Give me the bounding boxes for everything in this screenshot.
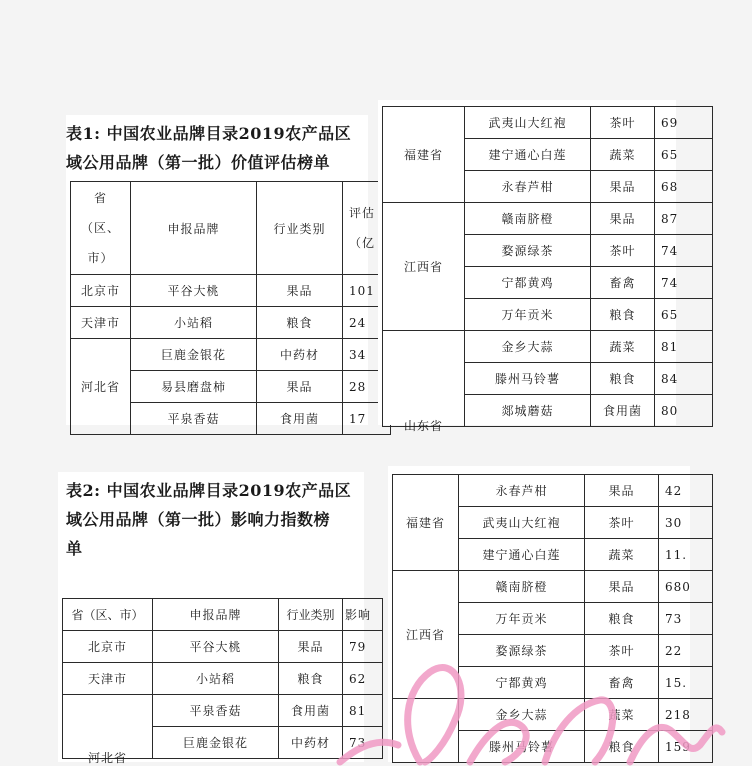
cell-value: 68 [655, 171, 713, 203]
cell-value: 159 [659, 731, 713, 763]
cell-prov [383, 331, 465, 433]
cell-prov: 天津市 [71, 307, 131, 339]
cell-category: 畜禽 [585, 667, 659, 699]
cell-brand: 滕州马铃薯 [459, 731, 585, 763]
cell-brand: 易县磨盘柿 [131, 371, 257, 403]
cell-brand: 宁都黄鸡 [465, 267, 591, 299]
cell-brand: 郯城蘑菇 [465, 395, 591, 427]
cell-value: 65 [655, 139, 713, 171]
cell-brand: 赣南脐橙 [459, 571, 585, 603]
cell-category: 果品 [585, 571, 659, 603]
cell-prov: 河北省 [71, 339, 131, 435]
cell-category: 果品 [591, 203, 655, 235]
cell-category: 粮食 [585, 731, 659, 763]
cell-category: 粮食 [257, 307, 343, 339]
cell-category: 果品 [585, 475, 659, 507]
cell-prov [393, 699, 459, 763]
cell-brand: 巨鹿金银花 [153, 727, 279, 759]
cell-prov: 江西省 [393, 571, 459, 699]
cell-prov: 福建省 [393, 475, 459, 571]
cell-brand: 婺源绿茶 [465, 235, 591, 267]
cell-category: 畜禽 [591, 267, 655, 299]
table2-snippet [58, 472, 372, 765]
cell-category: 食用菌 [257, 403, 343, 435]
table-row [383, 331, 713, 363]
cell-value: 73 [659, 603, 713, 635]
cell-category: 粮食 [585, 603, 659, 635]
header-brand: 申报品牌 [153, 599, 279, 631]
cell-brand: 平谷大桃 [131, 275, 257, 307]
table-row [63, 695, 383, 727]
cell-prov [63, 695, 153, 765]
table2 [62, 598, 383, 765]
table2-continued-snippet [388, 466, 690, 762]
cell-category: 食用菌 [591, 395, 655, 427]
cell-prov-label: 河北省 [87, 751, 127, 765]
cell-brand: 小站稻 [131, 307, 257, 339]
cell-value: 62 [343, 663, 383, 695]
cell-category: 果品 [257, 371, 343, 403]
header-prov-1: 省 [93, 191, 107, 205]
cell-brand: 巨鹿金银花 [131, 339, 257, 371]
cell-value: 80 [655, 395, 713, 427]
table-row [383, 203, 713, 235]
table-row [63, 631, 383, 663]
table2-title-line2: 域公用品牌（第一批）影响力指数榜 [66, 510, 331, 529]
table-row [71, 307, 391, 339]
cell-category: 粮食 [591, 363, 655, 395]
table-header-row [63, 599, 383, 631]
cell-category: 中药材 [279, 727, 343, 759]
cell-value: 81 [655, 331, 713, 363]
header-prov-2: （区、 [80, 221, 120, 235]
header-value: 影响 [343, 599, 383, 631]
cell-category: 蔬菜 [585, 539, 659, 571]
cell-brand: 武夷山大红袍 [465, 107, 591, 139]
cell-value: 81 [343, 695, 383, 727]
cell-value: 73 [343, 727, 383, 759]
cell-category: 粮食 [591, 299, 655, 331]
cell-value: 101 [343, 275, 391, 307]
cell-prov: 福建省 [383, 107, 465, 203]
cell-category: 茶叶 [591, 235, 655, 267]
cell-brand: 金乡大蒜 [459, 699, 585, 731]
cell-category: 茶叶 [591, 107, 655, 139]
table-row [71, 275, 391, 307]
cell-brand: 武夷山大红袍 [459, 507, 585, 539]
table1-title-line1: 表1: 中国农业品牌目录2019农产品区 [66, 124, 352, 143]
cell-brand: 建宁通心白莲 [459, 539, 585, 571]
cell-brand: 金乡大蒜 [465, 331, 591, 363]
table2-continued [392, 474, 713, 763]
table-row [393, 699, 713, 731]
table-row [63, 663, 383, 695]
table2-title-line1: 表2: 中国农业品牌目录2019农产品区 [66, 481, 352, 500]
cell-category: 果品 [279, 631, 343, 663]
table1-continued [382, 106, 713, 433]
cell-value: 218 [659, 699, 713, 731]
cell-brand: 小站稻 [153, 663, 279, 695]
cell-brand: 滕州马铃薯 [465, 363, 591, 395]
cell-brand: 平泉香菇 [153, 695, 279, 727]
cell-value: 87 [655, 203, 713, 235]
cell-prov: 江西省 [383, 203, 465, 331]
header-category: 行业类别 [257, 182, 343, 275]
cell-brand: 平谷大桃 [153, 631, 279, 663]
cell-prov: 北京市 [63, 631, 153, 663]
cell-value: 74 [655, 235, 713, 267]
cell-value: 42 [659, 475, 713, 507]
cell-value: 11. [659, 539, 713, 571]
cell-category: 粮食 [279, 663, 343, 695]
table1-title-line2: 域公用品牌（第一批）价值评估榜单 [66, 153, 331, 172]
cell-category: 茶叶 [585, 635, 659, 667]
cell-brand: 万年贡米 [459, 603, 585, 635]
cell-brand: 宁都黄鸡 [459, 667, 585, 699]
cell-category: 蔬菜 [591, 331, 655, 363]
cell-value: 65 [655, 299, 713, 331]
cell-value: 84 [655, 363, 713, 395]
table1 [70, 181, 391, 435]
cell-category: 果品 [257, 275, 343, 307]
cell-value: 680 [659, 571, 713, 603]
cell-value: 30 [659, 507, 713, 539]
table-row [393, 475, 713, 507]
cell-brand: 赣南脐橙 [465, 203, 591, 235]
header-prov: 省（区、市） [63, 599, 153, 631]
table-row [71, 339, 391, 371]
table-row [383, 107, 713, 139]
cell-brand: 永春芦柑 [465, 171, 591, 203]
cell-category: 中药材 [257, 339, 343, 371]
header-value-2: （亿 [349, 236, 376, 250]
cell-value: 79 [343, 631, 383, 663]
table1-continued-snippet [378, 100, 679, 433]
cell-value: 17 [343, 403, 391, 435]
cell-category: 果品 [591, 171, 655, 203]
cell-value: 22 [659, 635, 713, 667]
cell-brand: 永春芦柑 [459, 475, 585, 507]
header-category: 行业类别 [279, 599, 343, 631]
table-header-row [71, 182, 391, 275]
cell-brand: 万年贡米 [465, 299, 591, 331]
header-brand: 申报品牌 [131, 182, 257, 275]
cell-value: 28 [343, 371, 391, 403]
cell-category: 茶叶 [585, 507, 659, 539]
cell-category: 蔬菜 [585, 699, 659, 731]
cell-prov: 北京市 [71, 275, 131, 307]
cell-brand: 建宁通心白莲 [465, 139, 591, 171]
table1-snippet [66, 115, 376, 426]
cell-value: 24 [343, 307, 391, 339]
cell-category: 蔬菜 [591, 139, 655, 171]
cell-value: 74 [655, 267, 713, 299]
cell-brand: 平泉香菇 [131, 403, 257, 435]
cell-prov: 天津市 [63, 663, 153, 695]
cell-prov-label: 山东省 [403, 419, 443, 433]
cell-value: 69 [655, 107, 713, 139]
header-value-1: 评估 [349, 206, 376, 220]
cell-value: 15. [659, 667, 713, 699]
table-row [393, 571, 713, 603]
cell-category: 食用菌 [279, 695, 343, 727]
table2-title-line3: 单 [66, 539, 83, 558]
cell-value: 34 [343, 339, 391, 371]
cell-brand: 婺源绿茶 [459, 635, 585, 667]
header-prov-3: 市） [87, 251, 114, 265]
